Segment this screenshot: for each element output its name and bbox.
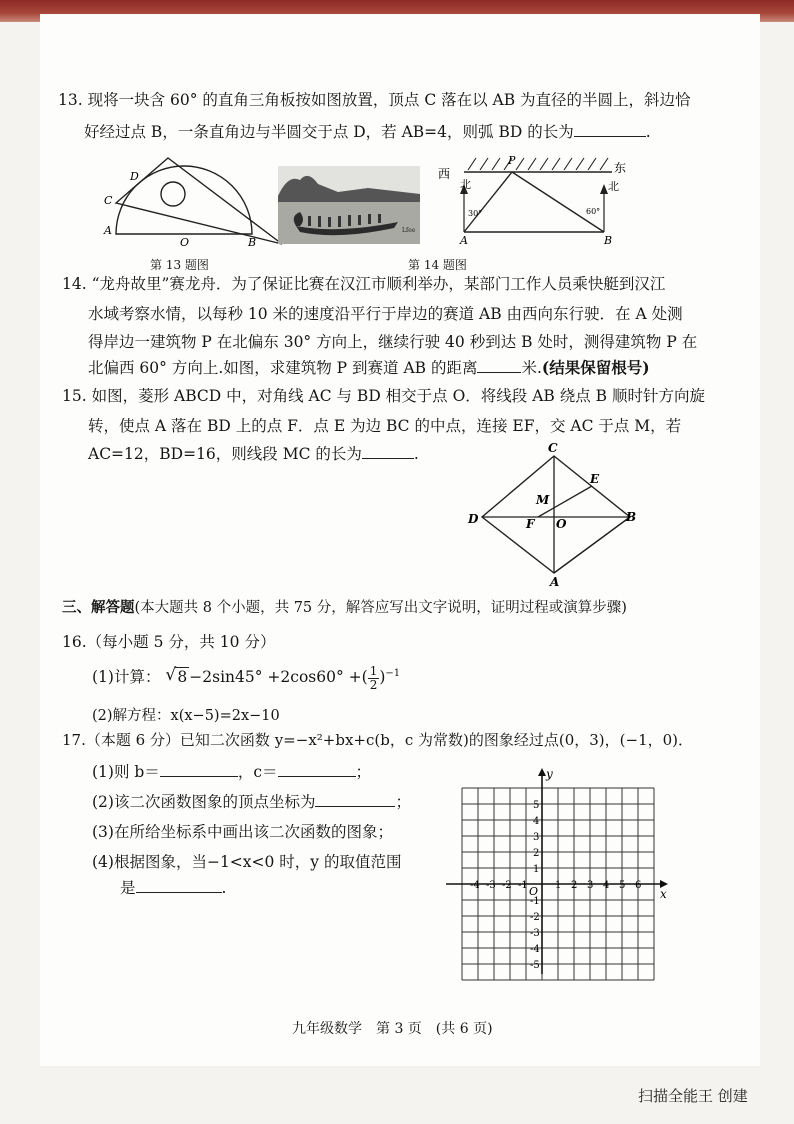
q17-range-blank [136, 878, 222, 893]
q17-part2 [92, 792, 411, 812]
y-tick-label: 1 [533, 864, 540, 875]
x-tick-label: -1 [518, 880, 528, 891]
q15-line3-text: AC=12，BD=16，则线段 MC 的长为 [88, 445, 362, 463]
q14-line4-text: 北偏西 60° 方向上.如图，求建筑物 P 到赛道 AB 的距离 [88, 359, 478, 377]
q17-part1 [92, 762, 371, 782]
x-tick-label: 2 [571, 880, 578, 891]
q14-label-A: A [460, 234, 468, 247]
q14-line4 [88, 358, 650, 378]
y-tick-label: -1 [530, 896, 540, 907]
q15-line2: 转，使点 A 落在 BD 上的点 F．点 E 为边 BC 的中点，连接 EF，交 AC 于点 M，若 [88, 417, 682, 435]
one-half-fraction [368, 665, 380, 692]
q15-label-A: A [550, 575, 560, 589]
q14-angle-60: 60° [586, 207, 601, 216]
q15-label-E: E [590, 472, 600, 486]
q16-part2: (2)解方程：x(x−5)=2x−10 [92, 708, 280, 724]
q17-part4-label: 是 [120, 879, 136, 897]
q15-label-B: B [626, 510, 637, 524]
q17-part1-end: ； [355, 763, 372, 781]
q13-label-C: C [104, 194, 113, 207]
y-tick-label: -3 [530, 928, 540, 939]
x-tick-label: -2 [502, 880, 512, 891]
q13-line2-text: 好经过点 B，一条直角边与半圆交于点 D，若 AB=4，则弧 BD 的长为 [84, 123, 574, 141]
x-axis-label: x [660, 887, 667, 901]
x-tick-label: 1 [555, 880, 562, 891]
q13-label-B: B [248, 236, 257, 249]
q13-answer-blank [574, 122, 646, 137]
q16-part1-close: ) [379, 668, 386, 687]
x-tick-label: -4 [470, 880, 480, 891]
q14-answer-blank [477, 358, 521, 373]
q14-note: (结果保留根号) [541, 358, 650, 377]
x-tick-label: -3 [486, 880, 496, 891]
q17-part4-line2 [120, 878, 226, 898]
scanner-watermark: 扫描全能王 创建 [638, 1087, 748, 1105]
q15-label-M: M [536, 493, 550, 507]
y-tick-label: -5 [530, 960, 540, 971]
x-tick-label: 5 [619, 880, 626, 891]
fraction-numerator: 1 [369, 663, 378, 678]
coordinate-grid [438, 764, 674, 982]
q15-label-C: C [548, 441, 558, 455]
q17-c-blank [278, 762, 356, 777]
q15-line1: 15. 如图，菱形 ABCD 中，对角线 AC 与 BD 相交于点 O．将线段 AB 绕点 B 顺时针方向旋 [62, 387, 705, 405]
q14-line1: 14. “龙舟故里”赛龙舟．为了保证比赛在汉江市顺利举办，某部门工作人员乘快艇到汉江 [62, 275, 666, 293]
q14-north-b: 北 [608, 180, 619, 193]
q14-north-a: 北 [460, 178, 471, 191]
q17-part2-end: ； [395, 793, 411, 811]
q16-exponent: −1 [385, 668, 401, 679]
y-tick-label: 2 [533, 848, 540, 859]
q17-part1-b-label: (1)则 b＝ [92, 763, 160, 781]
q13-label-D: D [130, 170, 139, 183]
q15-label-O: O [556, 517, 567, 531]
x-tick-label: 4 [603, 880, 610, 891]
q13-label-A: A [104, 224, 112, 237]
y-axis-label: y [546, 767, 553, 781]
x-tick-label: 3 [587, 880, 594, 891]
q14-figure [434, 150, 627, 250]
q14-label-B: B [604, 234, 613, 247]
q13-line1: 13. 现将一块含 60° 的直角三角板按如图放置，顶点 C 落在以 AB 为直径的半圆上，斜边恰 [58, 91, 691, 109]
q13-caption: 第 13 题图 [150, 258, 209, 272]
q16-part1-expr: −2sin45° +2cos60° +( [189, 668, 368, 687]
y-tick-label: 4 [533, 816, 540, 827]
q16-part1 [92, 664, 400, 690]
q14-west: 西 [438, 167, 451, 181]
q14-line2: 水域考察水情，以每秒 10 米的速度沿平行于岸边的赛道 AB 由西向东行驶．在 A 处测 [88, 305, 683, 323]
q17-line1: 17.（本题 6 分）已知二次函数 y=−x²+bx+c(b，c 为常数)的图象经过点(0，3)，(−1，0)． [62, 731, 694, 749]
y-tick-label: 3 [533, 832, 540, 843]
q13-period: . [645, 123, 651, 141]
origin-label: O [529, 885, 539, 898]
q17-part4: (4)根据图象，当−1<x<0 时，y 的取值范围 [92, 853, 402, 871]
section3-title: 三、解答题 [62, 599, 135, 616]
q17-b-blank [160, 762, 238, 777]
q13-label-O: O [180, 236, 190, 249]
q15-answer-blank [362, 444, 414, 459]
photo-caption: Lfee [402, 227, 416, 234]
sqrt-expression: √ 8 [165, 665, 188, 687]
q14-line3: 得岸边一建筑物 P 在北偏东 30° 方向上，继续行驶 40 秒到达 B 处时，测得建筑物 P 在 [88, 333, 698, 351]
q15-figure [462, 440, 652, 588]
q15-label-F: F [526, 517, 535, 531]
dragon-boat-photo [278, 166, 420, 244]
q14-east: 东 [614, 161, 627, 175]
q14-label-P: P [508, 154, 516, 167]
q17-part3: (3)在所给坐标系中画出该二次函数的图象； [92, 823, 393, 841]
q15-line3 [88, 444, 419, 464]
q16-part1-label: (1)计算： [92, 668, 161, 687]
sqrt-radicand: 8 [177, 668, 188, 687]
q15-period: . [413, 445, 419, 463]
q16-head: 16.（每小题 5 分，共 10 分） [62, 633, 276, 651]
q17-vertex-blank [315, 792, 395, 807]
x-tick-label: 6 [635, 880, 642, 891]
page-footer: 九年级数学 第 3 页 (共 6 页) [292, 1021, 493, 1037]
q17-part2-text: (2)该二次函数图象的顶点坐标为 [92, 793, 316, 811]
y-tick-label: -2 [530, 912, 540, 923]
q15-label-D: D [468, 512, 479, 526]
q17-part1-c-label: ，c＝ [237, 763, 278, 781]
y-tick-label: 5 [533, 800, 540, 811]
q17-part4-end: . [221, 879, 227, 897]
y-tick-label: -4 [530, 944, 540, 955]
section3-note: (本大题共 8 个小题，共 75 分，解答应写出文字说明，证明过程或演算步骤) [134, 600, 627, 616]
q13-line2 [84, 122, 651, 142]
q14-caption: 第 14 题图 [408, 258, 467, 272]
q13-figure [96, 150, 292, 250]
q14-angle-30: 30° [468, 209, 483, 218]
section3-heading [62, 598, 627, 618]
fraction-denominator: 2 [369, 677, 378, 692]
q14-unit: 米. [521, 359, 542, 377]
